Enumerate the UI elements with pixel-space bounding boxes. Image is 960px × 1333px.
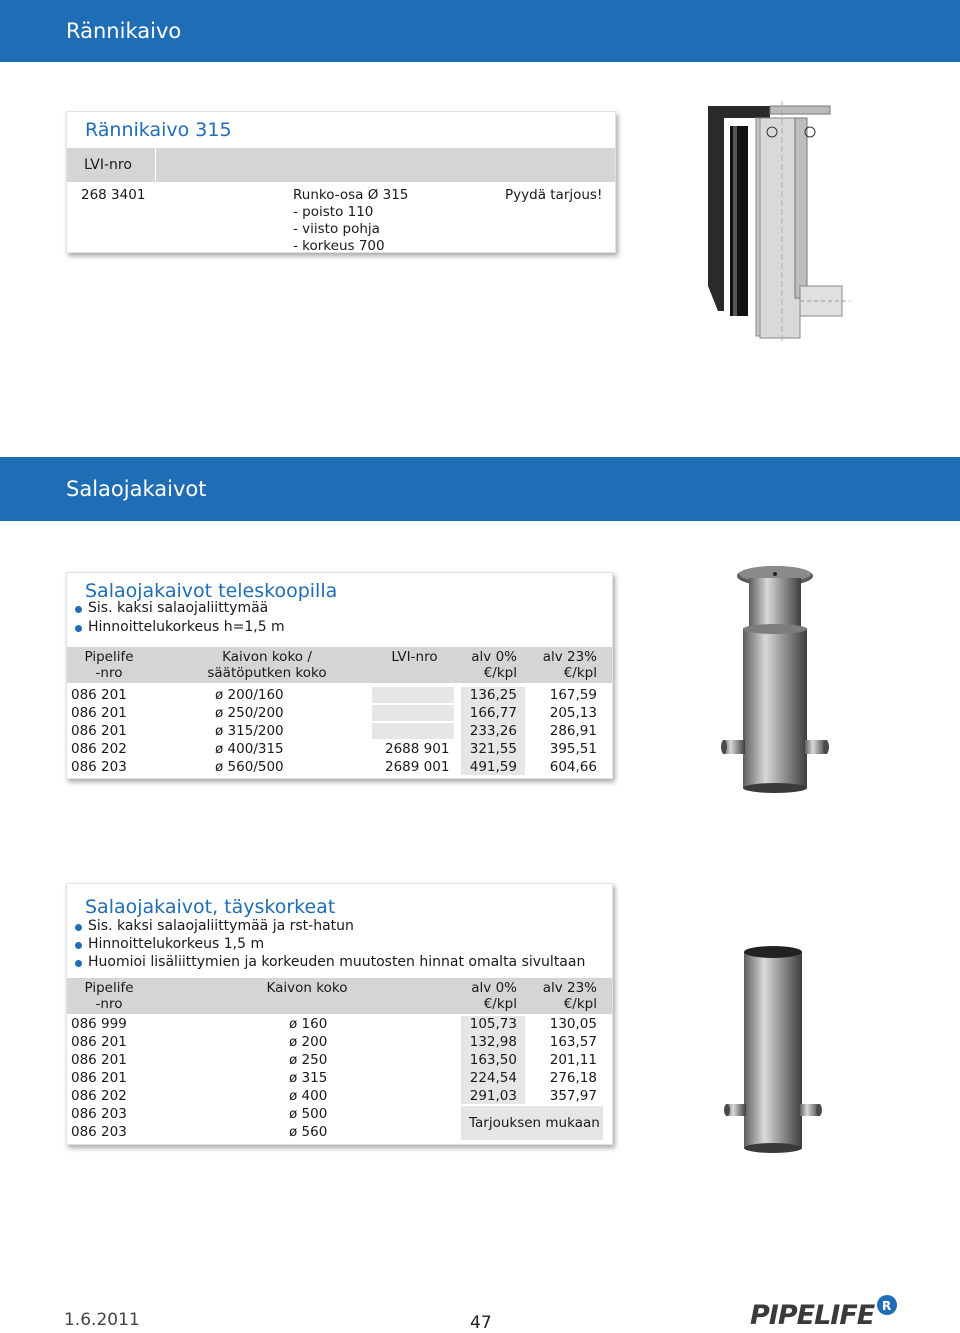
bullet-item: Huomioi lisäliittymien ja korkeuden muutosten hinnat omalta sivultaan (88, 954, 586, 970)
header-size: Kaivon koko / (222, 649, 312, 665)
empty-cell (372, 723, 454, 739)
card-title: Salaojakaivot, täyskorkeat (85, 896, 336, 918)
rannikaivo-card (66, 111, 616, 253)
bullet-item: Hinnoittelukorkeus 1,5 m (88, 936, 265, 952)
row-price-alv23: 604,66 (549, 759, 597, 775)
header-pipelife: -nro (95, 996, 123, 1012)
header-size: säätöputken koko (207, 665, 327, 681)
row-code: 086 203 (71, 759, 127, 775)
row-price-alv0: 233,26 (469, 723, 517, 739)
row-size: ø 200 (289, 1034, 328, 1050)
row-size: ø 250/200 (215, 705, 284, 721)
row-code: 086 201 (71, 1034, 127, 1050)
empty-cell (372, 687, 454, 703)
row-price-alv0: 166,77 (469, 705, 517, 721)
svg-text:R: R (882, 1299, 892, 1313)
row-code: 086 202 (71, 1088, 127, 1104)
row-price-alv0: 224,54 (469, 1070, 517, 1086)
row-price: Pyydä tarjous! (505, 187, 603, 203)
row-size: ø 560/500 (215, 759, 284, 775)
header-alv0: €/kpl (483, 665, 517, 681)
table-header (67, 148, 615, 182)
row-code: 086 201 (71, 705, 127, 721)
card-title: Salaojakaivot teleskoopilla (85, 580, 338, 602)
bullet-item: Hinnoittelukorkeus h=1,5 m (88, 619, 285, 635)
header-size: Kaivon koko (266, 980, 348, 996)
header-alv23: €/kpl (563, 996, 597, 1012)
row-price-alv23: 357,97 (549, 1088, 597, 1104)
row-code: 086 202 (71, 741, 127, 757)
bullet-item: Sis. kaksi salaojaliittymää (88, 600, 269, 616)
row-size: ø 200/160 (215, 687, 284, 703)
row-price-alv0: 321,55 (469, 741, 517, 757)
row-size: ø 250 (289, 1052, 328, 1068)
header-divider (155, 148, 156, 182)
header-pipelife: Pipelife (84, 649, 134, 665)
teleskooppi-card (66, 572, 613, 779)
rannikaivo-drawing (700, 96, 860, 346)
logo-wordmark: PIPELIFE (750, 1300, 875, 1331)
header-alv0: €/kpl (483, 996, 517, 1012)
row-lvi: 2688 901 (385, 741, 450, 757)
row-price-alv0: 491,59 (469, 759, 517, 775)
row-price-alv0: 105,73 (469, 1016, 517, 1032)
row-size: ø 315/200 (215, 723, 284, 739)
bullet-item: Sis. kaksi salaojaliittymää ja rst-hatun (88, 918, 354, 934)
row-code: 086 201 (71, 723, 127, 739)
banner-title: Rännikaivo (66, 19, 182, 43)
row-price-alv23: 205,13 (549, 705, 597, 721)
row-desc-line: - viisto pohja (293, 221, 380, 237)
row-code: 086 201 (71, 1070, 127, 1086)
pipelife-logo (750, 1291, 900, 1331)
row-size: ø 560 (289, 1124, 328, 1140)
footer-date: 1.6.2011 (64, 1310, 140, 1330)
row-price-alv23: 163,57 (549, 1034, 597, 1050)
row-size: ø 400/315 (215, 741, 284, 757)
row-desc-line: Runko-osa Ø 315 (293, 187, 409, 203)
row-code: 086 201 (71, 1052, 127, 1068)
row-code: 086 203 (71, 1106, 127, 1122)
header-alv23: €/kpl (563, 665, 597, 681)
row-price-alv23: 201,11 (549, 1052, 597, 1068)
row-size: ø 315 (289, 1070, 328, 1086)
row-price-alv0: 163,50 (469, 1052, 517, 1068)
row-price-alv23: 130,05 (549, 1016, 597, 1032)
header-lvi-nro: LVI-nro (84, 157, 132, 173)
row-lvi: 2689 001 (385, 759, 450, 775)
row-price-alv0: 136,25 (469, 687, 517, 703)
tayskorkeat-card (66, 883, 613, 1145)
merged-price-label: Tarjouksen mukaan (469, 1115, 600, 1131)
header-alv23: alv 23% (542, 649, 597, 665)
header-alv23: alv 23% (542, 980, 597, 996)
row-code: 086 999 (71, 1016, 127, 1032)
row-price-alv23: 395,51 (549, 741, 597, 757)
header-alv0: alv 0% (471, 649, 517, 665)
row-code: 086 203 (71, 1124, 127, 1140)
header-pipelife: -nro (95, 665, 123, 681)
row-size: ø 500 (289, 1106, 328, 1122)
teleskooppikaivo-image (715, 562, 835, 794)
row-code: 086 201 (71, 687, 127, 703)
header-lvi: LVI-nro (391, 649, 438, 665)
row-size: ø 160 (289, 1016, 328, 1032)
row-price-alv23: 286,91 (549, 723, 597, 739)
row-price-alv0: 291,03 (469, 1088, 517, 1104)
row-desc-line: - korkeus 700 (293, 238, 385, 254)
empty-cell (372, 705, 454, 721)
header-alv0: alv 0% (471, 980, 517, 996)
section-banner-salaojakaivot (0, 457, 960, 521)
row-size: ø 400 (289, 1088, 328, 1104)
row-price-alv23: 276,18 (549, 1070, 597, 1086)
tayskorkea-kaivo-image (722, 938, 822, 1158)
row-price-alv23: 167,59 (549, 687, 597, 703)
page-number: 47 (470, 1313, 492, 1333)
card-title: Rännikaivo 315 (85, 119, 232, 141)
row-price-alv0: 132,98 (469, 1034, 517, 1050)
banner-title: Salaojakaivot (66, 477, 207, 501)
header-pipelife: Pipelife (84, 980, 134, 996)
row-desc-line: - poisto 110 (293, 204, 374, 220)
row-code: 268 3401 (81, 187, 146, 203)
section-banner-rannikaivo (0, 0, 960, 62)
